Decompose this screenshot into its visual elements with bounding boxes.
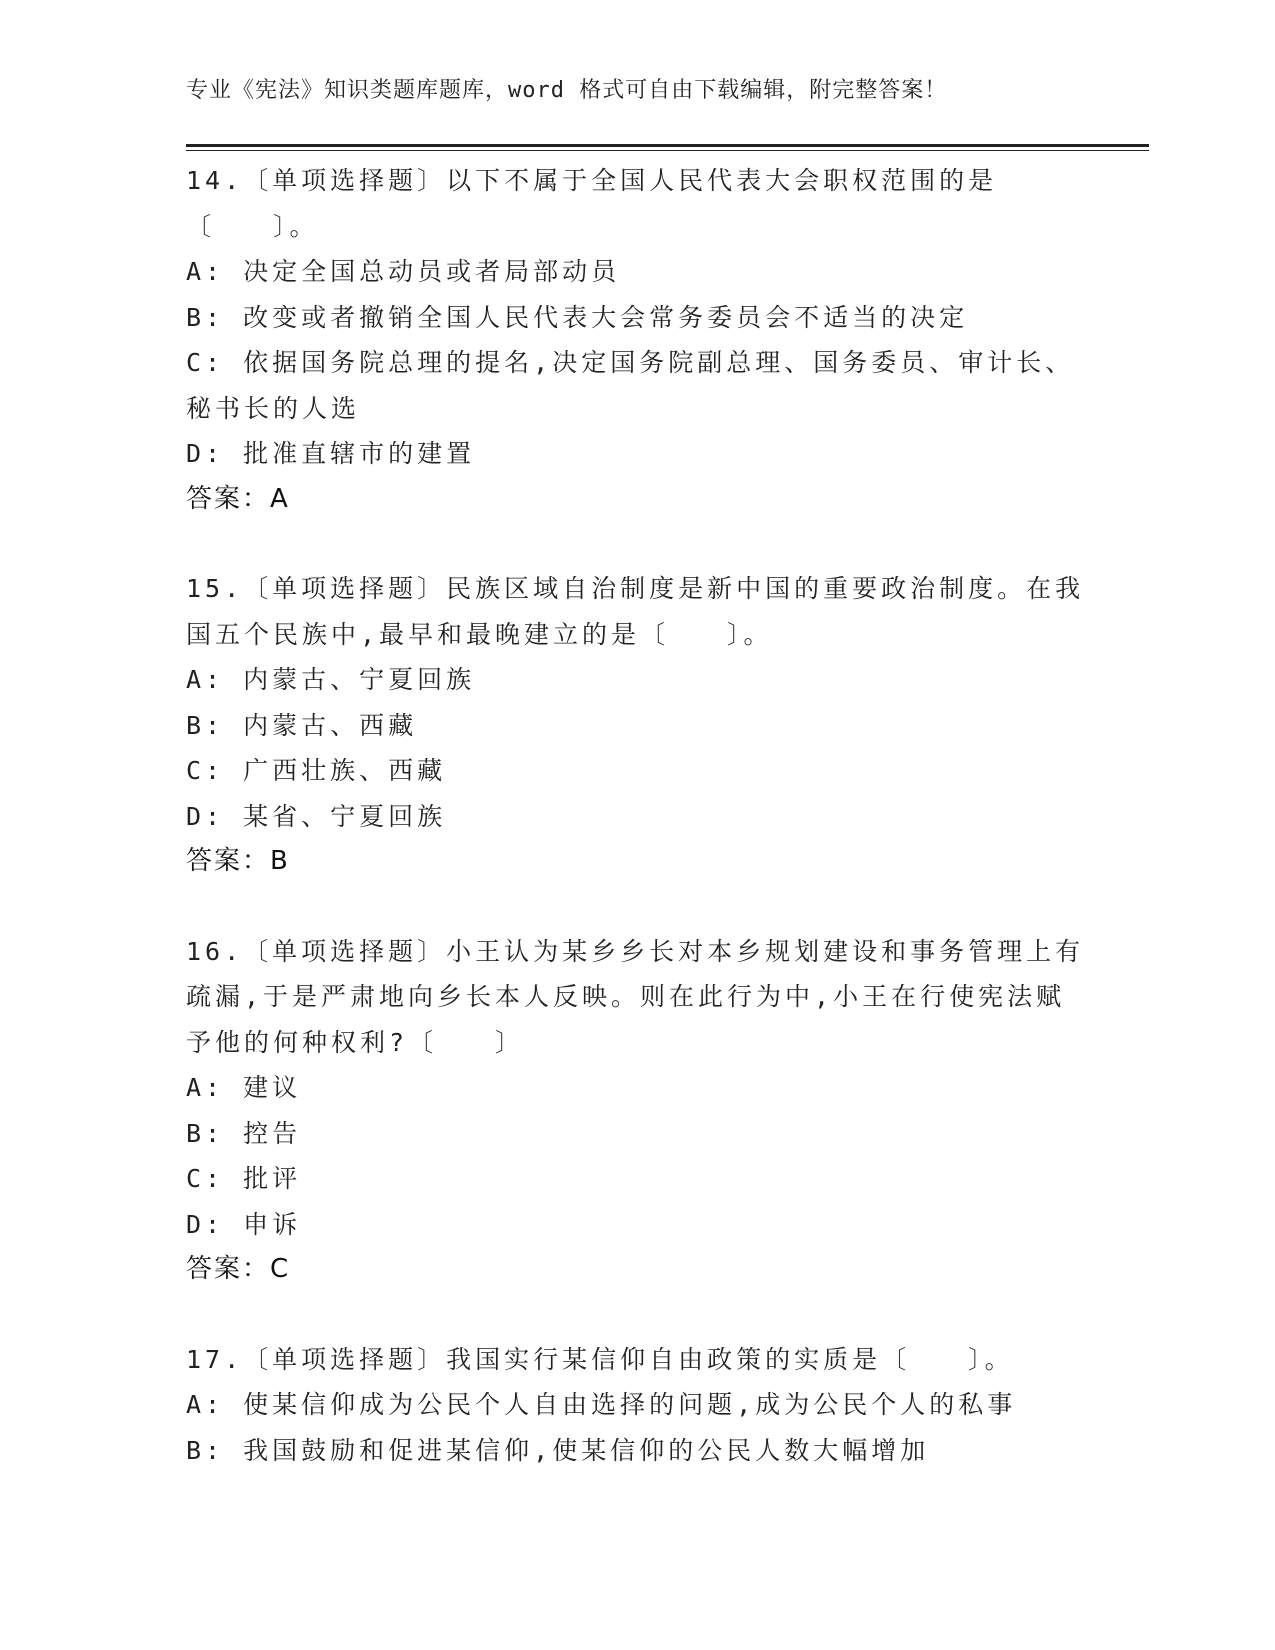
header-note: 专业《宪法》知识类题库题库，word 格式可自由下载编辑，附完整答案！ [186,78,948,103]
option-d: D: 某省、宁夏回族 [186,801,447,831]
option-a: A: 决定全国总动员或者局部动员 [186,257,621,286]
option-c: C: 批评 [186,1164,302,1193]
question-15 [186,566,1086,885]
option-d: D: 申诉 [186,1209,302,1239]
option-b: B: 内蒙古、西藏 [186,710,418,740]
option-c: C: 广西壮族、西藏 [186,756,447,785]
option-b: B: 我国鼓励和促进某信仰,使某信仰的公民人数大幅增加 [186,1435,930,1465]
option-b: B: 改变或者撤销全国人民代表大会常务委员会不适当的决定 [186,302,969,332]
question-stem: 17.〔单项选择题〕我国实行某信仰自由政策的实质是〔 〕。 [186,1344,1014,1374]
header-rule-thin [186,150,1149,151]
answer-line: 答案：A [186,483,290,514]
option-a: A: 内蒙古、宁夏回族 [186,665,476,694]
question-stem: 14.〔单项选择题〕以下不属于全国人民代表大会职权范围的是〔 〕。 [186,166,998,241]
option-a: A: 建议 [186,1073,302,1102]
option-c: C: 依据国务院总理的提名,决定国务院副总理、国务委员、审计长、秘书长的人选 [186,348,1075,423]
option-a: A: 使某信仰成为公民个人自由选择的问题,成为公民个人的私事 [186,1390,1017,1419]
header-rule-thick [186,144,1149,147]
question-stem: 16.〔单项选择题〕小王认为某乡乡长对本乡规划建设和事务管理上有疏漏,于是严肃地向乡长本人反映。则在此行为中,小王在行使宪法赋予他的何种权利?〔 〕 [186,936,1085,1057]
question-17 [186,1337,1086,1474]
option-b: B: 控告 [186,1118,302,1148]
answer-line: 答案：C [186,1254,291,1284]
answer-line: 答案：B [186,846,290,876]
question-16 [186,929,1086,1293]
question-stem: 15.〔单项选择题〕民族区域自治制度是新中国的重要政治制度。在我国五个民族中,最早和最晚建立的是〔 〕。 [186,574,1085,649]
question-14 [186,158,1086,522]
question-list [186,158,1086,1517]
option-d: D: 批准直辖市的建置 [186,439,476,468]
